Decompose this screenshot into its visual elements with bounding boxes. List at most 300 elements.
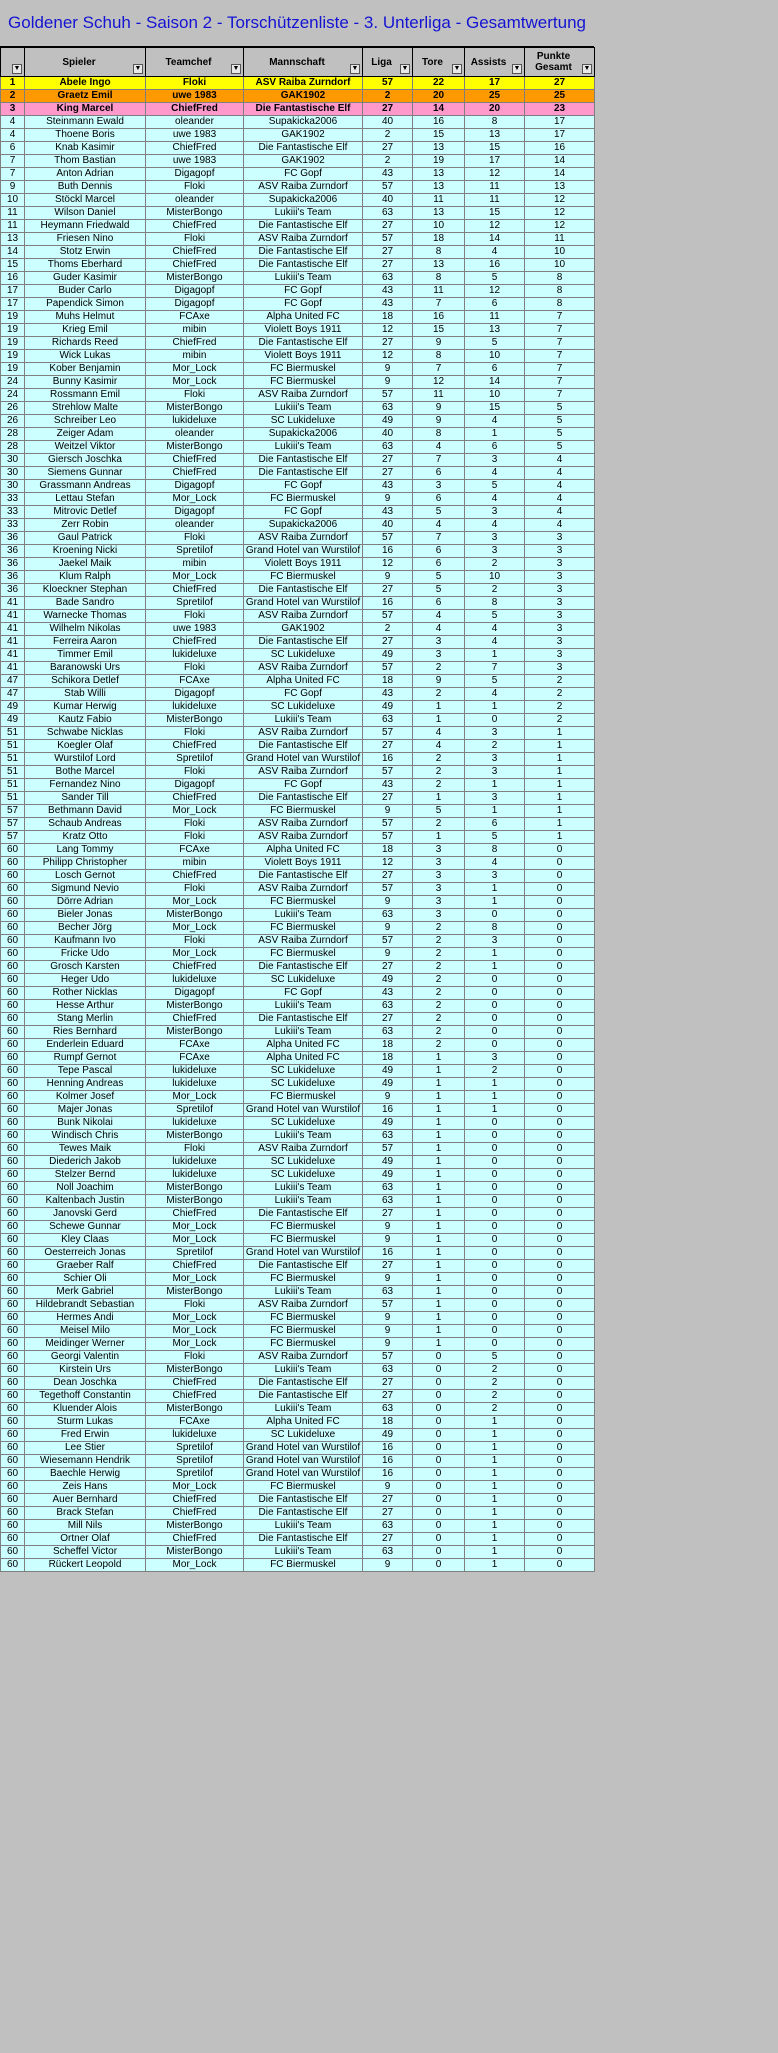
- tore-cell[interactable]: 6: [413, 493, 465, 506]
- rank-cell[interactable]: 19: [1, 363, 25, 376]
- rank-cell[interactable]: 9: [1, 181, 25, 194]
- teamchef-cell[interactable]: MisterBongo: [146, 272, 244, 285]
- assists-cell[interactable]: 4: [465, 246, 525, 259]
- teamchef-cell[interactable]: Digagopf: [146, 480, 244, 493]
- rank-cell[interactable]: 60: [1, 1546, 25, 1559]
- assists-cell[interactable]: 5: [465, 272, 525, 285]
- rank-cell[interactable]: 28: [1, 428, 25, 441]
- tore-cell[interactable]: 0: [413, 1442, 465, 1455]
- rank-cell[interactable]: 7: [1, 168, 25, 181]
- mannschaft-cell[interactable]: Die Fantastische Elf: [244, 1013, 363, 1026]
- rank-cell[interactable]: 60: [1, 1364, 25, 1377]
- spieler-cell[interactable]: Guder Kasimir: [25, 272, 146, 285]
- assists-cell[interactable]: 8: [465, 844, 525, 857]
- assists-cell[interactable]: 1: [465, 1078, 525, 1091]
- spieler-cell[interactable]: Windisch Chris: [25, 1130, 146, 1143]
- tore-cell[interactable]: 0: [413, 1546, 465, 1559]
- punkte-cell[interactable]: 12: [525, 220, 595, 233]
- rank-cell[interactable]: 60: [1, 1091, 25, 1104]
- punkte-cell[interactable]: 0: [525, 1013, 595, 1026]
- rank-cell[interactable]: 16: [1, 272, 25, 285]
- spieler-cell[interactable]: Ries Bernhard: [25, 1026, 146, 1039]
- teamchef-cell[interactable]: MisterBongo: [146, 207, 244, 220]
- punkte-cell[interactable]: 3: [525, 532, 595, 545]
- teamchef-cell[interactable]: ChiefFred: [146, 740, 244, 753]
- tore-cell[interactable]: 4: [413, 727, 465, 740]
- tore-cell[interactable]: 1: [413, 1065, 465, 1078]
- mannschaft-cell[interactable]: Supakicka2006: [244, 194, 363, 207]
- mannschaft-cell[interactable]: SC Lukideluxe: [244, 649, 363, 662]
- assists-cell[interactable]: 1: [465, 896, 525, 909]
- liga-cell[interactable]: 63: [363, 714, 413, 727]
- tore-cell[interactable]: 3: [413, 844, 465, 857]
- liga-cell[interactable]: 49: [363, 1078, 413, 1091]
- assists-cell[interactable]: 15: [465, 142, 525, 155]
- punkte-cell[interactable]: 0: [525, 1468, 595, 1481]
- assists-cell[interactable]: 13: [465, 324, 525, 337]
- teamchef-cell[interactable]: ChiefFred: [146, 1013, 244, 1026]
- liga-cell[interactable]: 63: [363, 1026, 413, 1039]
- punkte-cell[interactable]: 0: [525, 1169, 595, 1182]
- assists-cell[interactable]: 1: [465, 1091, 525, 1104]
- punkte-cell[interactable]: 1: [525, 805, 595, 818]
- tore-cell[interactable]: 3: [413, 883, 465, 896]
- assists-cell[interactable]: 0: [465, 1195, 525, 1208]
- spieler-cell[interactable]: Hildebrandt Sebastian: [25, 1299, 146, 1312]
- teamchef-cell[interactable]: Floki: [146, 935, 244, 948]
- spieler-cell[interactable]: Wilson Daniel: [25, 207, 146, 220]
- rank-cell[interactable]: 60: [1, 1130, 25, 1143]
- mannschaft-cell[interactable]: Lukiii's Team: [244, 207, 363, 220]
- liga-cell[interactable]: 27: [363, 1390, 413, 1403]
- spieler-cell[interactable]: Bunny Kasimir: [25, 376, 146, 389]
- spieler-cell[interactable]: King Marcel: [25, 103, 146, 116]
- mannschaft-cell[interactable]: Lukiii's Team: [244, 1546, 363, 1559]
- teamchef-cell[interactable]: Floki: [146, 1299, 244, 1312]
- rank-cell[interactable]: 60: [1, 1013, 25, 1026]
- mannschaft-cell[interactable]: FC Biermuskel: [244, 571, 363, 584]
- teamchef-cell[interactable]: Spretilof: [146, 1455, 244, 1468]
- spieler-cell[interactable]: Graeber Ralf: [25, 1260, 146, 1273]
- liga-cell[interactable]: 63: [363, 1546, 413, 1559]
- liga-cell[interactable]: 12: [363, 857, 413, 870]
- tore-cell[interactable]: 3: [413, 649, 465, 662]
- spieler-cell[interactable]: Diederich Jakob: [25, 1156, 146, 1169]
- rank-cell[interactable]: 60: [1, 1039, 25, 1052]
- teamchef-cell[interactable]: Mor_Lock: [146, 376, 244, 389]
- liga-cell[interactable]: 16: [363, 1455, 413, 1468]
- spieler-cell[interactable]: Fred Erwin: [25, 1429, 146, 1442]
- teamchef-cell[interactable]: Mor_Lock: [146, 922, 244, 935]
- liga-cell[interactable]: 9: [363, 493, 413, 506]
- tore-cell[interactable]: 1: [413, 1221, 465, 1234]
- tore-cell[interactable]: 2: [413, 688, 465, 701]
- assists-cell[interactable]: 6: [465, 363, 525, 376]
- punkte-cell[interactable]: 17: [525, 116, 595, 129]
- punkte-cell[interactable]: 5: [525, 415, 595, 428]
- tore-cell[interactable]: 13: [413, 142, 465, 155]
- tore-cell[interactable]: 2: [413, 1039, 465, 1052]
- rank-cell[interactable]: 60: [1, 1208, 25, 1221]
- punkte-cell[interactable]: 0: [525, 1195, 595, 1208]
- mannschaft-cell[interactable]: FC Gopf: [244, 480, 363, 493]
- mannschaft-cell[interactable]: ASV Raiba Zurndorf: [244, 727, 363, 740]
- liga-cell[interactable]: 16: [363, 753, 413, 766]
- punkte-cell[interactable]: 1: [525, 779, 595, 792]
- tore-cell[interactable]: 13: [413, 181, 465, 194]
- tore-cell[interactable]: 1: [413, 1130, 465, 1143]
- rank-cell[interactable]: 47: [1, 688, 25, 701]
- tore-cell[interactable]: 1: [413, 1052, 465, 1065]
- punkte-cell[interactable]: 14: [525, 168, 595, 181]
- rank-cell[interactable]: 57: [1, 805, 25, 818]
- tore-cell[interactable]: 2: [413, 948, 465, 961]
- punkte-cell[interactable]: 1: [525, 740, 595, 753]
- spieler-cell[interactable]: Hesse Arthur: [25, 1000, 146, 1013]
- teamchef-cell[interactable]: ChiefFred: [146, 1507, 244, 1520]
- spieler-cell[interactable]: Grassmann Andreas: [25, 480, 146, 493]
- teamchef-cell[interactable]: lukideluxe: [146, 1078, 244, 1091]
- tore-cell[interactable]: 0: [413, 1416, 465, 1429]
- tore-cell[interactable]: 0: [413, 1455, 465, 1468]
- rank-cell[interactable]: 60: [1, 1052, 25, 1065]
- tore-cell[interactable]: 0: [413, 1403, 465, 1416]
- spieler-cell[interactable]: Fernandez Nino: [25, 779, 146, 792]
- rank-cell[interactable]: 60: [1, 974, 25, 987]
- tore-cell[interactable]: 1: [413, 1104, 465, 1117]
- punkte-cell[interactable]: 0: [525, 974, 595, 987]
- teamchef-cell[interactable]: MisterBongo: [146, 909, 244, 922]
- mannschaft-cell[interactable]: Die Fantastische Elf: [244, 961, 363, 974]
- assists-cell[interactable]: 1: [465, 1429, 525, 1442]
- punkte-cell[interactable]: 0: [525, 1403, 595, 1416]
- assists-cell[interactable]: 1: [465, 701, 525, 714]
- spieler-cell[interactable]: Baranowski Urs: [25, 662, 146, 675]
- teamchef-cell[interactable]: ChiefFred: [146, 1390, 244, 1403]
- assists-cell[interactable]: 8: [465, 116, 525, 129]
- mannschaft-cell[interactable]: ASV Raiba Zurndorf: [244, 883, 363, 896]
- mannschaft-cell[interactable]: Alpha United FC: [244, 1416, 363, 1429]
- liga-cell[interactable]: 27: [363, 246, 413, 259]
- teamchef-cell[interactable]: mibin: [146, 324, 244, 337]
- tore-cell[interactable]: 2: [413, 818, 465, 831]
- liga-cell[interactable]: 49: [363, 1065, 413, 1078]
- liga-cell[interactable]: 27: [363, 1013, 413, 1026]
- spieler-cell[interactable]: Janovski Gerd: [25, 1208, 146, 1221]
- teamchef-cell[interactable]: Digagopf: [146, 987, 244, 1000]
- punkte-cell[interactable]: 8: [525, 272, 595, 285]
- teamchef-cell[interactable]: MisterBongo: [146, 1130, 244, 1143]
- teamchef-cell[interactable]: Floki: [146, 818, 244, 831]
- tore-cell[interactable]: 6: [413, 545, 465, 558]
- mannschaft-cell[interactable]: FC Biermuskel: [244, 1091, 363, 1104]
- assists-cell[interactable]: 5: [465, 610, 525, 623]
- punkte-cell[interactable]: 0: [525, 987, 595, 1000]
- liga-cell[interactable]: 9: [363, 1312, 413, 1325]
- tore-cell[interactable]: 1: [413, 1299, 465, 1312]
- teamchef-cell[interactable]: Mor_Lock: [146, 1234, 244, 1247]
- punkte-cell[interactable]: 2: [525, 714, 595, 727]
- tore-cell[interactable]: 11: [413, 285, 465, 298]
- liga-cell[interactable]: 43: [363, 285, 413, 298]
- tore-cell[interactable]: 3: [413, 636, 465, 649]
- liga-cell[interactable]: 18: [363, 1416, 413, 1429]
- spieler-cell[interactable]: Hermes Andi: [25, 1312, 146, 1325]
- teamchef-cell[interactable]: lukideluxe: [146, 1065, 244, 1078]
- assists-cell[interactable]: 0: [465, 1325, 525, 1338]
- spieler-cell[interactable]: Kroening Nicki: [25, 545, 146, 558]
- rank-cell[interactable]: 60: [1, 948, 25, 961]
- liga-cell[interactable]: 63: [363, 441, 413, 454]
- assists-cell[interactable]: 0: [465, 1234, 525, 1247]
- mannschaft-cell[interactable]: Grand Hotel van Wurstilof: [244, 1455, 363, 1468]
- rank-cell[interactable]: 41: [1, 649, 25, 662]
- mannschaft-cell[interactable]: Violett Boys 1911: [244, 350, 363, 363]
- tore-cell[interactable]: 4: [413, 740, 465, 753]
- rank-cell[interactable]: 30: [1, 454, 25, 467]
- tore-cell[interactable]: 1: [413, 1156, 465, 1169]
- rank-cell[interactable]: 60: [1, 1533, 25, 1546]
- rank-cell[interactable]: 41: [1, 623, 25, 636]
- tore-cell[interactable]: 14: [413, 103, 465, 116]
- spieler-cell[interactable]: Dörre Adrian: [25, 896, 146, 909]
- assists-cell[interactable]: 3: [465, 792, 525, 805]
- teamchef-cell[interactable]: Digagopf: [146, 298, 244, 311]
- teamchef-cell[interactable]: Floki: [146, 610, 244, 623]
- tore-cell[interactable]: 1: [413, 1312, 465, 1325]
- mannschaft-cell[interactable]: Lukiii's Team: [244, 1520, 363, 1533]
- rank-cell[interactable]: 33: [1, 506, 25, 519]
- teamchef-cell[interactable]: Digagopf: [146, 285, 244, 298]
- spieler-cell[interactable]: Tepe Pascal: [25, 1065, 146, 1078]
- punkte-cell[interactable]: 12: [525, 194, 595, 207]
- punkte-cell[interactable]: 3: [525, 623, 595, 636]
- assists-cell[interactable]: 6: [465, 298, 525, 311]
- rank-cell[interactable]: 60: [1, 1273, 25, 1286]
- tore-cell[interactable]: 2: [413, 1026, 465, 1039]
- rank-cell[interactable]: 60: [1, 1338, 25, 1351]
- liga-cell[interactable]: 18: [363, 1039, 413, 1052]
- liga-cell[interactable]: 49: [363, 1169, 413, 1182]
- tore-cell[interactable]: 2: [413, 766, 465, 779]
- liga-cell[interactable]: 43: [363, 987, 413, 1000]
- tore-cell[interactable]: 2: [413, 961, 465, 974]
- spieler-cell[interactable]: Wiesemann Hendrik: [25, 1455, 146, 1468]
- spieler-cell[interactable]: Schaub Andreas: [25, 818, 146, 831]
- spieler-cell[interactable]: Abele Ingo: [25, 77, 146, 90]
- mannschaft-cell[interactable]: ASV Raiba Zurndorf: [244, 233, 363, 246]
- liga-cell[interactable]: 12: [363, 324, 413, 337]
- liga-cell[interactable]: 27: [363, 1377, 413, 1390]
- rank-cell[interactable]: 24: [1, 389, 25, 402]
- punkte-cell[interactable]: 7: [525, 311, 595, 324]
- punkte-cell[interactable]: 0: [525, 961, 595, 974]
- mannschaft-cell[interactable]: FC Biermuskel: [244, 1273, 363, 1286]
- teamchef-cell[interactable]: Spretilof: [146, 545, 244, 558]
- assists-cell[interactable]: 0: [465, 1286, 525, 1299]
- spieler-cell[interactable]: Kloeckner Stephan: [25, 584, 146, 597]
- tore-cell[interactable]: 9: [413, 402, 465, 415]
- mannschaft-cell[interactable]: FC Biermuskel: [244, 1559, 363, 1572]
- spieler-cell[interactable]: Weitzel Viktor: [25, 441, 146, 454]
- rank-cell[interactable]: 60: [1, 1000, 25, 1013]
- rank-cell[interactable]: 11: [1, 207, 25, 220]
- assists-cell[interactable]: 1: [465, 1559, 525, 1572]
- punkte-cell[interactable]: 25: [525, 90, 595, 103]
- mannschaft-cell[interactable]: SC Lukideluxe: [244, 701, 363, 714]
- mannschaft-cell[interactable]: FC Gopf: [244, 987, 363, 1000]
- liga-cell[interactable]: 63: [363, 1403, 413, 1416]
- punkte-cell[interactable]: 0: [525, 1182, 595, 1195]
- rank-cell[interactable]: 51: [1, 792, 25, 805]
- rank-cell[interactable]: 60: [1, 922, 25, 935]
- tore-cell[interactable]: 0: [413, 1559, 465, 1572]
- rank-cell[interactable]: 60: [1, 1221, 25, 1234]
- teamchef-cell[interactable]: Floki: [146, 766, 244, 779]
- liga-cell[interactable]: 63: [363, 207, 413, 220]
- spieler-cell[interactable]: Auer Bernhard: [25, 1494, 146, 1507]
- spieler-cell[interactable]: Stöckl Marcel: [25, 194, 146, 207]
- mannschaft-cell[interactable]: ASV Raiba Zurndorf: [244, 766, 363, 779]
- punkte-cell[interactable]: 0: [525, 1000, 595, 1013]
- liga-cell[interactable]: 57: [363, 532, 413, 545]
- mannschaft-cell[interactable]: FC Biermuskel: [244, 376, 363, 389]
- spieler-cell[interactable]: Richards Reed: [25, 337, 146, 350]
- liga-cell[interactable]: 16: [363, 545, 413, 558]
- rank-cell[interactable]: 60: [1, 1559, 25, 1572]
- teamchef-cell[interactable]: Mor_Lock: [146, 948, 244, 961]
- assists-cell[interactable]: 2: [465, 584, 525, 597]
- teamchef-cell[interactable]: Mor_Lock: [146, 1325, 244, 1338]
- assists-cell[interactable]: 12: [465, 285, 525, 298]
- mannschaft-cell[interactable]: ASV Raiba Zurndorf: [244, 1351, 363, 1364]
- mannschaft-cell[interactable]: FC Biermuskel: [244, 896, 363, 909]
- spieler-cell[interactable]: Bunk Nikolai: [25, 1117, 146, 1130]
- liga-cell[interactable]: 63: [363, 1000, 413, 1013]
- spieler-cell[interactable]: Kober Benjamin: [25, 363, 146, 376]
- teamchef-cell[interactable]: Mor_Lock: [146, 1481, 244, 1494]
- teamchef-cell[interactable]: MisterBongo: [146, 1403, 244, 1416]
- liga-cell[interactable]: 57: [363, 610, 413, 623]
- spieler-cell[interactable]: Krieg Emil: [25, 324, 146, 337]
- punkte-cell[interactable]: 0: [525, 1156, 595, 1169]
- liga-cell[interactable]: 16: [363, 1247, 413, 1260]
- teamchef-cell[interactable]: MisterBongo: [146, 1286, 244, 1299]
- assists-cell[interactable]: 1: [465, 1455, 525, 1468]
- liga-cell[interactable]: 57: [363, 935, 413, 948]
- mannschaft-cell[interactable]: Grand Hotel van Wurstilof: [244, 1468, 363, 1481]
- spieler-cell[interactable]: Becher Jörg: [25, 922, 146, 935]
- spieler-cell[interactable]: Kluender Alois: [25, 1403, 146, 1416]
- punkte-cell[interactable]: 0: [525, 1351, 595, 1364]
- filter-dropdown-icon[interactable]: ▼: [232, 65, 240, 72]
- rank-cell[interactable]: 60: [1, 1494, 25, 1507]
- punkte-cell[interactable]: 0: [525, 1234, 595, 1247]
- punkte-cell[interactable]: 1: [525, 792, 595, 805]
- teamchef-cell[interactable]: ChiefFred: [146, 246, 244, 259]
- liga-cell[interactable]: 43: [363, 506, 413, 519]
- tore-cell[interactable]: 1: [413, 701, 465, 714]
- teamchef-cell[interactable]: MisterBongo: [146, 1520, 244, 1533]
- tore-cell[interactable]: 0: [413, 1468, 465, 1481]
- liga-cell[interactable]: 63: [363, 1195, 413, 1208]
- spieler-cell[interactable]: Wick Lukas: [25, 350, 146, 363]
- mannschaft-cell[interactable]: Lukiii's Team: [244, 272, 363, 285]
- punkte-cell[interactable]: 0: [525, 844, 595, 857]
- rank-cell[interactable]: 41: [1, 597, 25, 610]
- punkte-cell[interactable]: 0: [525, 1286, 595, 1299]
- mannschaft-cell[interactable]: Alpha United FC: [244, 1039, 363, 1052]
- assists-cell[interactable]: 7: [465, 662, 525, 675]
- punkte-cell[interactable]: 10: [525, 246, 595, 259]
- spieler-cell[interactable]: Anton Adrian: [25, 168, 146, 181]
- assists-cell[interactable]: 10: [465, 350, 525, 363]
- punkte-cell[interactable]: 7: [525, 350, 595, 363]
- mannschaft-cell[interactable]: Supakicka2006: [244, 519, 363, 532]
- assists-cell[interactable]: 0: [465, 1000, 525, 1013]
- tore-cell[interactable]: 1: [413, 1260, 465, 1273]
- rank-cell[interactable]: 60: [1, 870, 25, 883]
- liga-cell[interactable]: 27: [363, 467, 413, 480]
- mannschaft-cell[interactable]: SC Lukideluxe: [244, 974, 363, 987]
- assists-cell[interactable]: 0: [465, 1312, 525, 1325]
- liga-cell[interactable]: 16: [363, 1442, 413, 1455]
- assists-cell[interactable]: 0: [465, 714, 525, 727]
- mannschaft-cell[interactable]: Lukiii's Team: [244, 1364, 363, 1377]
- tore-cell[interactable]: 9: [413, 675, 465, 688]
- spieler-cell[interactable]: Stab Willi: [25, 688, 146, 701]
- spieler-cell[interactable]: Sander Till: [25, 792, 146, 805]
- liga-cell[interactable]: 57: [363, 831, 413, 844]
- spieler-cell[interactable]: Bothe Marcel: [25, 766, 146, 779]
- tore-cell[interactable]: 2: [413, 753, 465, 766]
- tore-cell[interactable]: 6: [413, 467, 465, 480]
- liga-cell[interactable]: 49: [363, 649, 413, 662]
- teamchef-cell[interactable]: oleander: [146, 194, 244, 207]
- teamchef-cell[interactable]: lukideluxe: [146, 649, 244, 662]
- assists-cell[interactable]: 1: [465, 1507, 525, 1520]
- punkte-cell[interactable]: 0: [525, 1533, 595, 1546]
- liga-cell[interactable]: 18: [363, 311, 413, 324]
- teamchef-cell[interactable]: ChiefFred: [146, 337, 244, 350]
- assists-cell[interactable]: 5: [465, 831, 525, 844]
- assists-cell[interactable]: 1: [465, 1416, 525, 1429]
- tore-cell[interactable]: 0: [413, 1494, 465, 1507]
- tore-cell[interactable]: 7: [413, 454, 465, 467]
- mannschaft-cell[interactable]: GAK1902: [244, 155, 363, 168]
- tore-cell[interactable]: 1: [413, 1208, 465, 1221]
- teamchef-cell[interactable]: Floki: [146, 1143, 244, 1156]
- punkte-cell[interactable]: 5: [525, 441, 595, 454]
- spieler-cell[interactable]: Schwabe Nicklas: [25, 727, 146, 740]
- spieler-cell[interactable]: Philipp Christopher: [25, 857, 146, 870]
- rank-cell[interactable]: 60: [1, 1455, 25, 1468]
- tore-cell[interactable]: 1: [413, 1078, 465, 1091]
- spieler-cell[interactable]: Kautz Fabio: [25, 714, 146, 727]
- rank-cell[interactable]: 60: [1, 1325, 25, 1338]
- punkte-cell[interactable]: 7: [525, 337, 595, 350]
- liga-cell[interactable]: 63: [363, 1520, 413, 1533]
- mannschaft-cell[interactable]: ASV Raiba Zurndorf: [244, 818, 363, 831]
- spieler-cell[interactable]: Thoms Eberhard: [25, 259, 146, 272]
- rank-cell[interactable]: 28: [1, 441, 25, 454]
- rank-cell[interactable]: 60: [1, 1299, 25, 1312]
- spieler-cell[interactable]: Knab Kasimir: [25, 142, 146, 155]
- rank-cell[interactable]: 51: [1, 779, 25, 792]
- tore-cell[interactable]: 2: [413, 935, 465, 948]
- assists-cell[interactable]: 0: [465, 1247, 525, 1260]
- teamchef-cell[interactable]: MisterBongo: [146, 1546, 244, 1559]
